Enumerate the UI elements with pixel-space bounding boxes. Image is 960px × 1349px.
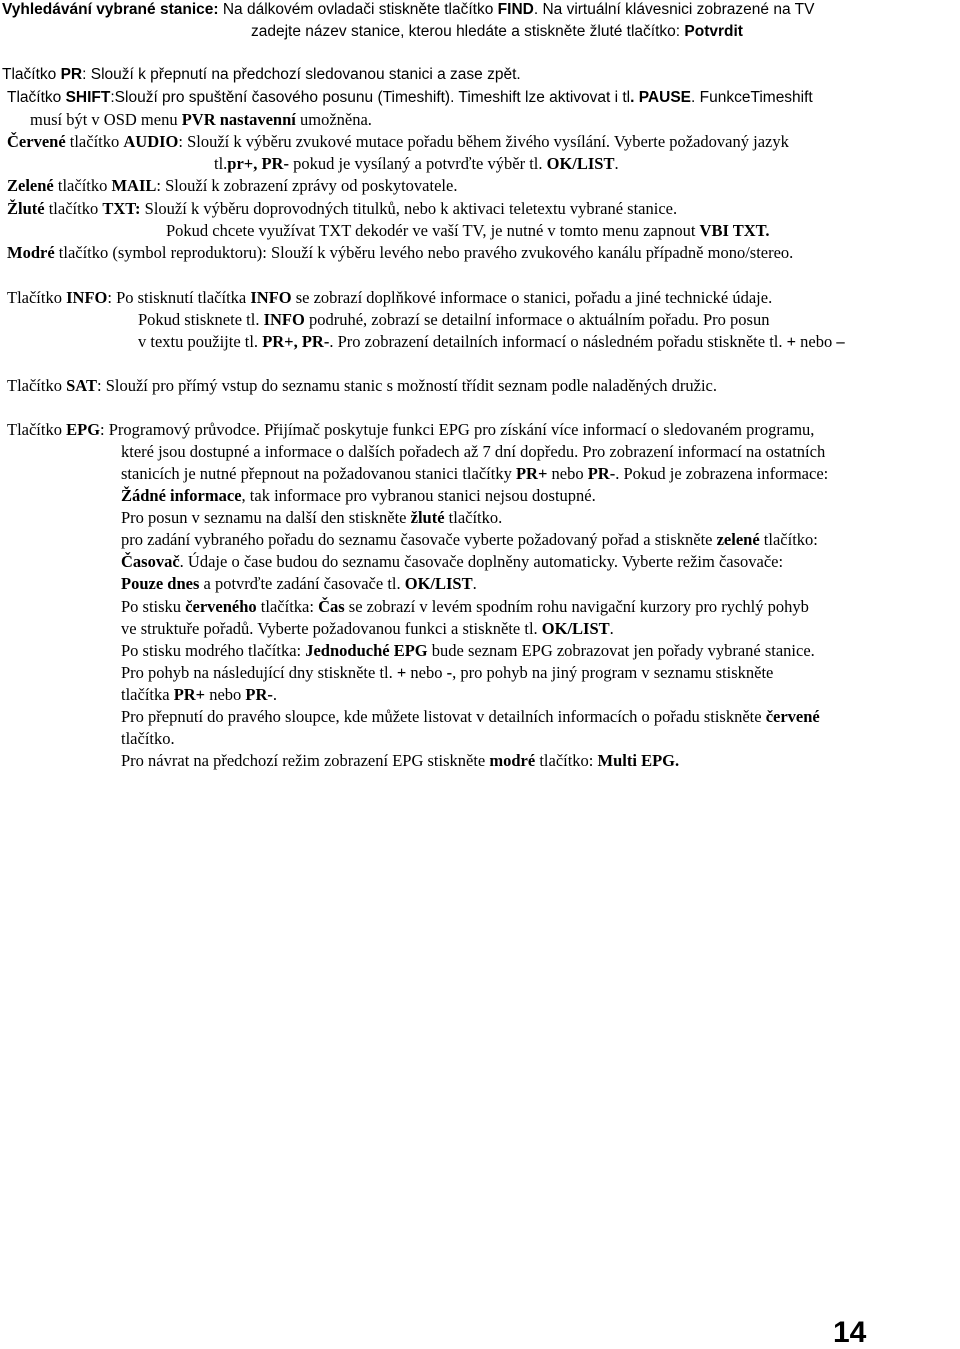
pr-line: Tlačítko PR: Slouží k přepnutí na předchozí sledovanou stanici a zase zpět.	[2, 66, 521, 83]
mail-line: Zelené tlačítko MAIL: Slouží k zobrazení zprávy od poskytovatele.	[7, 176, 458, 195]
epg-line-3: stanicích je nutné přepnout na požadovanou stanici tlačítky PR+ nebo PR-. Pokud je zobrazena informace:	[121, 464, 829, 483]
epg-line-10: ve struktuře pořadů. Vyberte požadovanou funkci a stiskněte tl. OK/LIST.	[121, 619, 614, 638]
epg-line-4: Žádné informace, tak informace pro vybranou stanici nejsou dostupné.	[121, 486, 596, 505]
page-number: 14	[833, 1316, 867, 1349]
info-line-1: Tlačítko INFO: Po stisknutí tlačítka INFO se zobrazí doplňkové informace o stanici, pořadu a jiné technické údaje.	[7, 288, 773, 307]
epg-line-9: Po stisku červeného tlačítka: Čas se zobrazí v levém spodním rohu navigační kurzory pro rychlý pohyb	[121, 597, 809, 616]
epg-line-12: Pro pohyb na následující dny stiskněte tl. + nebo -, pro pohyb na jiný program v seznamu stiskněte	[121, 663, 774, 682]
epg-line-13: tlačítka PR+ nebo PR-.	[121, 685, 278, 704]
epg-line-16: Pro návrat na předchozí režim zobrazení EPG stiskněte modré tlačítko: Multi EPG.	[121, 751, 680, 770]
epg-line-14: Pro přepnutí do pravého sloupce, kde můžete listovat v detailních informacích o pořadu stiskněte červené	[121, 707, 820, 726]
epg-line-1: Tlačítko EPG: Programový průvodce. Přijímač poskytuje funkci EPG pro získání více informací o sledovaném programu,	[7, 420, 815, 439]
shift-line-1: Tlačítko SHIFT:Slouží pro spuštění časového posunu (Timeshift). Timeshift lze aktivovat i tl. PAUSE. FunkceTimeshift	[7, 89, 813, 106]
info-line-3: v textu použijte tl. PR+, PR-. Pro zobrazení detailních informací o následném pořadu stiskněte tl. + nebo –	[138, 332, 845, 351]
epg-line-7: Časovač. Údaje o čase budou do seznamu časovače doplněny automaticky. Vyberte režim časovače:	[121, 552, 784, 571]
txt-line-1: Žluté tlačítko TXT: Slouží k výběru doprovodných titulků, nebo k aktivaci teletextu vybrané stanice.	[7, 199, 678, 218]
audio-line-2: tl.pr+, PR- pokud je vysílaný a potvrďte výběr tl. OK/LIST.	[214, 154, 619, 173]
epg-line-5: Pro posun v seznamu na další den stiskněte žluté tlačítko.	[121, 508, 503, 527]
epg-line-2: které jsou dostupné a informace o dalších pořadech až 7 dní dopředu. Pro zobrazení informací na ostatních	[121, 442, 826, 461]
audio-line-1: Červené tlačítko AUDIO: Slouží k výběru zvukové mutace pořadu během živého vysílání. Vyberte požadovaný jazyk	[7, 132, 789, 151]
epg-line-8: Pouze dnes a potvrďte zadání časovače tl. OK/LIST.	[121, 574, 477, 593]
txt-line-2: Pokud chcete využívat TXT dekodér ve vaší TV, je nutné v tomto menu zapnout VBI TXT.	[166, 221, 770, 240]
shift-line-2: musí být v OSD menu PVR nastavenní umožněna.	[30, 110, 372, 129]
info-line-2: Pokud stisknete tl. INFO podruhé, zobrazí se detailní informace o aktuálním pořadu. Pro posun	[138, 310, 770, 329]
sat-line: Tlačítko SAT: Slouží pro přímý vstup do seznamu stanic s možností třídit seznam podle naladěných družic.	[7, 376, 717, 395]
epg-line-11: Po stisku modrého tlačítka: Jednoduché EPG bude seznam EPG zobrazovat jen pořady vybrané stanice.	[121, 641, 815, 660]
find-line-2: zadejte název stanice, kterou hledáte a stiskněte žluté tlačítko: Potvrdit	[251, 23, 743, 40]
epg-line-6: pro zadání vybraného pořadu do seznamu časovače vyberte požadovaný pořad a stiskněte zelené tlačítko:	[121, 530, 818, 549]
epg-line-15: tlačítko.	[121, 729, 175, 748]
blue-line: Modré tlačítko (symbol reproduktoru): Slouží k výběru levého nebo pravého zvukového kanálu případně mono/stereo.	[7, 243, 794, 262]
find-line-1: Vyhledávání vybrané stanice: Na dálkovém ovladači stiskněte tlačítko FIND. Na virtuální klávesnici zobrazené na TV	[2, 1, 815, 18]
